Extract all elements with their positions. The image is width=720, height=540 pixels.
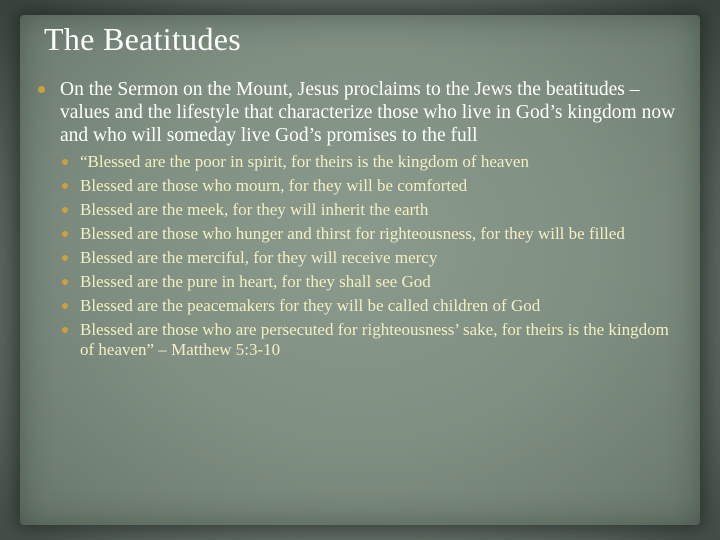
beatitudes-list: [38, 152, 678, 359]
beatitude-text: Blessed are those who hunger and thirst for righteousness, for they will be filled: [80, 224, 625, 243]
bullet-dot-icon: [38, 86, 45, 93]
bullet-dot-icon: [62, 327, 68, 333]
beatitude-text: Blessed are the meek, for they will inherit the earth: [80, 200, 429, 219]
beatitude-text: Blessed are the peacemakers for they will be called children of God: [80, 296, 541, 315]
slide-title: The Beatitudes: [44, 21, 242, 57]
beatitude-item: [62, 200, 678, 220]
beatitude-text: Blessed are those who mourn, for they will be comforted: [80, 176, 468, 195]
beatitude-item: [62, 224, 678, 244]
beatitude-item: [62, 272, 678, 292]
bullet-dot-icon: [62, 207, 68, 213]
beatitude-text: Blessed are those who are persecuted for righteousness’ sake, for theirs is the kingdom of heaven” – Matthew 5:3-10: [80, 320, 669, 359]
beatitude-text: “Blessed are the poor in spirit, for theirs is the kingdom of heaven: [80, 152, 529, 171]
beatitude-item: [62, 320, 678, 359]
beatitude-text: Blessed are the merciful, for they will receive mercy: [80, 248, 438, 267]
main-bullet-item: [38, 78, 678, 147]
bullet-dot-icon: [62, 303, 68, 309]
bullet-dot-icon: [62, 231, 68, 237]
beatitude-item: [62, 152, 678, 172]
beatitude-item: [62, 248, 678, 268]
slide-content: [38, 78, 678, 364]
bullet-dot-icon: [62, 255, 68, 261]
beatitude-item: [62, 176, 678, 196]
bullet-dot-icon: [62, 279, 68, 285]
bullet-dot-icon: [62, 183, 68, 189]
beatitude-item: [62, 296, 678, 316]
beatitude-text: Blessed are the pure in heart, for they shall see God: [80, 272, 431, 291]
main-bullet-text: On the Sermon on the Mount, Jesus proclaims to the Jews the beatitudes – values and the lifestyle that characterize those who live in God’s kingdom now and who will someday live God’s promises to the full: [60, 79, 676, 146]
bullet-dot-icon: [62, 159, 68, 165]
